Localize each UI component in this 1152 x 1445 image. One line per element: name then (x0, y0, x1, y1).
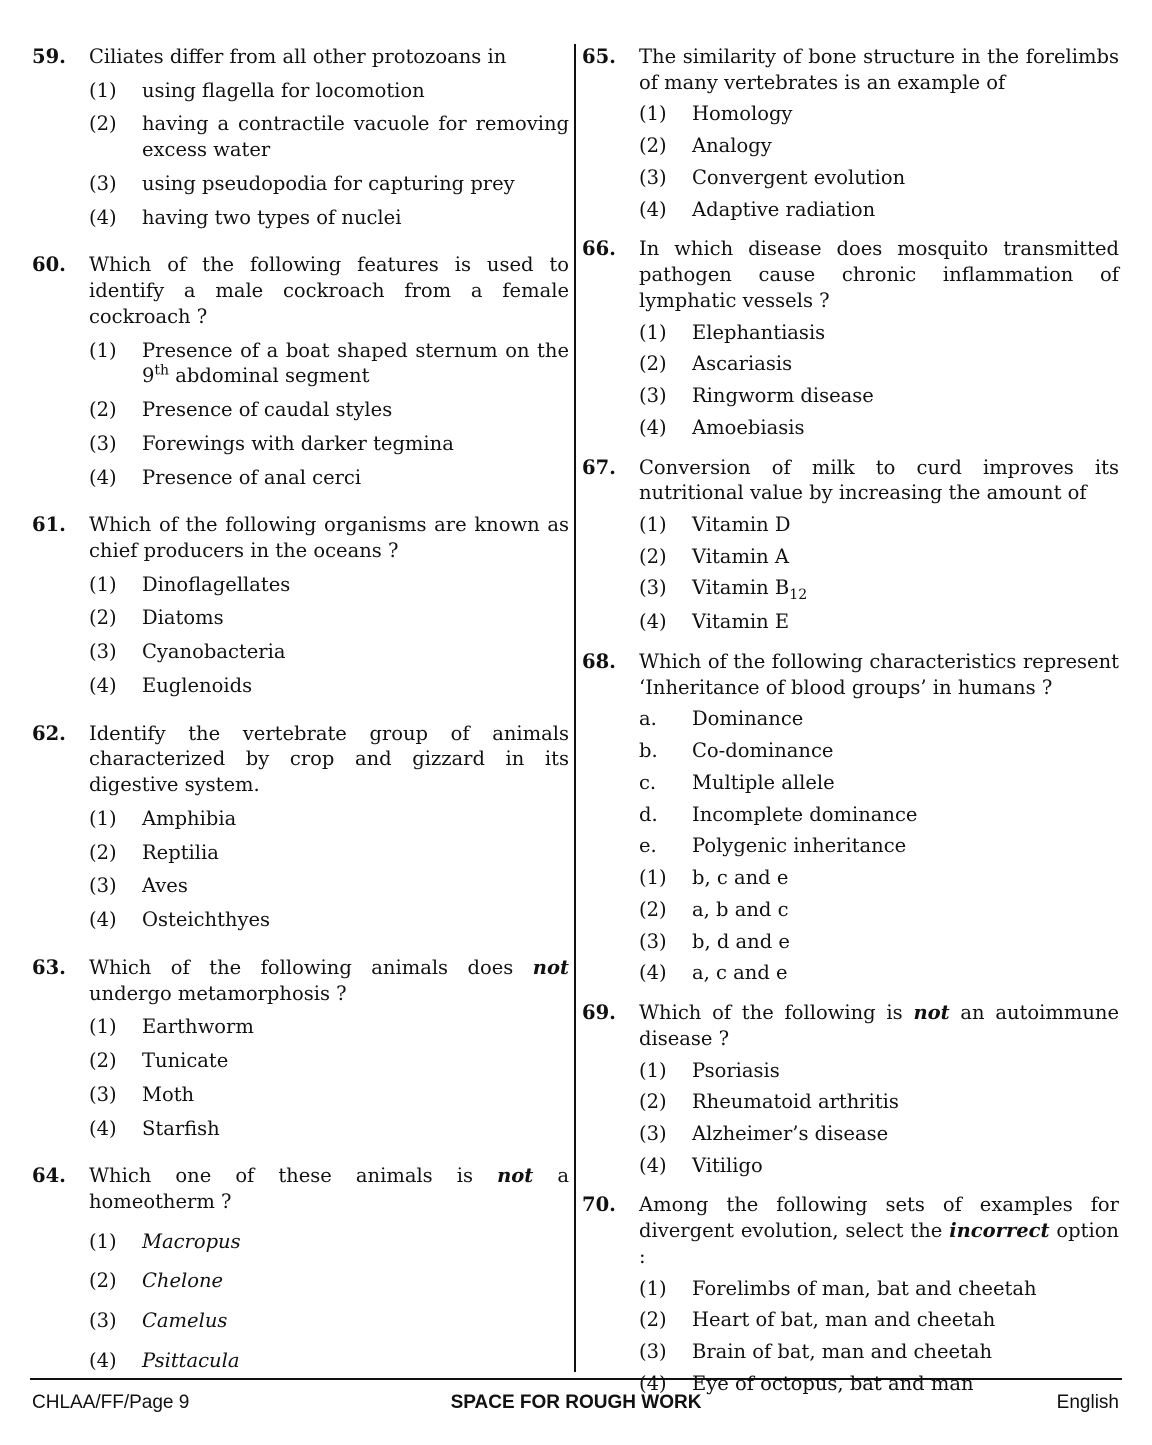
option-label: (4) (639, 961, 667, 985)
option-2 (639, 133, 1119, 159)
option-4 (639, 960, 1119, 986)
option-text: Ascariasis (692, 352, 793, 376)
question-70 (582, 1192, 1119, 1396)
option-text: Brain of bat, man and cheetah (692, 1340, 993, 1364)
option-3 (639, 929, 1119, 955)
question-64 (32, 1163, 569, 1373)
option-text: Alzheimer’s disease (692, 1121, 889, 1145)
option-1 (639, 865, 1119, 891)
question-text-part: a homeotherm ? (89, 1164, 570, 1213)
option-text: Forewings with darker tegmina (142, 431, 454, 455)
option-label: (4) (639, 610, 667, 634)
option-4 (639, 609, 1119, 635)
question-number: 62. (32, 721, 66, 745)
option-text: Vitamin A (692, 544, 790, 568)
option-text: Euglenoids (142, 673, 253, 697)
emphasis-word: incorrect (949, 1219, 1050, 1243)
question-text (639, 1192, 1119, 1269)
question-number: 61. (32, 513, 66, 537)
ordinal-superscript: th (154, 362, 170, 379)
option-text: Macropus (142, 1229, 241, 1253)
question-text: Which of the following organisms are known as chief producers in the oceans ? (89, 513, 569, 563)
option-2 (89, 1268, 569, 1294)
question-text-part: Which of the following animals does (89, 955, 533, 979)
statement-d (639, 802, 1119, 828)
statement-text: Polygenic inheritance (692, 834, 907, 858)
option-4 (89, 673, 569, 699)
option-2 (639, 1089, 1119, 1115)
option-text: Presence of caudal styles (142, 398, 393, 422)
option-text: having a contractile vacuole for removing excess water (142, 112, 569, 162)
option-text: Vitamin E (692, 610, 790, 634)
option-text: Reptilia (142, 840, 219, 864)
option-text-part: abdominal segment (169, 364, 370, 388)
option-label: (2) (89, 398, 117, 422)
option-label: (1) (89, 338, 117, 362)
question-61 (32, 512, 569, 698)
question-text: The similarity of bone structure in the forelimbs of many vertebrates is an example of (639, 45, 1119, 94)
option-2 (639, 351, 1119, 377)
option-label: (2) (89, 1049, 117, 1073)
option-text-part: Vitamin B (692, 576, 790, 600)
option-label: (4) (639, 197, 667, 221)
rough-work-label: SPACE FOR ROUGH WORK (450, 1392, 702, 1413)
option-label: (4) (89, 908, 117, 932)
option-text: Dinoflagellates (142, 572, 291, 596)
option-3 (639, 1339, 1119, 1365)
question-number: 65. (582, 45, 616, 68)
option-text: Forelimbs of man, bat and cheetah (692, 1276, 1037, 1300)
statement-a (639, 706, 1119, 732)
question-65 (582, 44, 1119, 222)
question-67 (582, 455, 1119, 635)
option-text: b, d and e (692, 929, 790, 953)
option-label: (2) (639, 134, 667, 158)
option-label: (4) (89, 1348, 117, 1372)
option-text: Rheumatoid arthritis (692, 1090, 899, 1114)
option-label: (1) (89, 1015, 117, 1039)
option-text: Camelus (142, 1309, 228, 1333)
option-label: (2) (639, 1090, 667, 1114)
statement-label: a. (639, 707, 657, 731)
question-text-part: an autoimmune disease ? (639, 1001, 1119, 1050)
option-label: (4) (89, 1116, 117, 1140)
option-label: (3) (639, 165, 667, 189)
option-label: (1) (639, 1058, 667, 1082)
option-text: a, c and e (692, 961, 788, 985)
statement-label: c. (639, 770, 657, 794)
question-number: 70. (582, 1193, 616, 1217)
option-4 (89, 907, 569, 933)
question-text: Conversion of milk to curd improves its nutritional value by increasing the amount of (639, 455, 1119, 505)
question-number: 69. (582, 1001, 616, 1025)
question-text (639, 1000, 1119, 1051)
option-text: Starfish (142, 1116, 220, 1140)
option-1 (89, 806, 569, 832)
option-text: Osteichthyes (142, 908, 271, 932)
question-text: In which disease does mosquito transmitted pathogen cause chronic inflammation of lymphatic vessels ? (639, 237, 1119, 312)
option-label: (4) (639, 415, 667, 439)
option-3 (639, 383, 1119, 409)
option-text: Homology (692, 102, 793, 126)
question-text-part: Among the following sets of examples for divergent evolution, select the (639, 1193, 1119, 1243)
option-label: (1) (639, 320, 667, 344)
option-label: (2) (89, 840, 117, 864)
option-text: Amphibia (142, 806, 237, 830)
option-label: (3) (639, 384, 667, 408)
option-label: (1) (89, 806, 117, 830)
option-text (142, 338, 569, 389)
statement-e (639, 833, 1119, 859)
option-2 (89, 840, 569, 866)
option-text: Moth (142, 1082, 195, 1106)
option-text: Aves (142, 874, 188, 898)
option-1 (89, 338, 569, 389)
option-label: (3) (89, 171, 117, 195)
page-code: CHLAA/FF/Page 9 (32, 1392, 190, 1413)
option-4 (639, 1153, 1119, 1179)
option-label: (2) (89, 1269, 117, 1293)
option-1 (89, 1014, 569, 1040)
option-2 (89, 111, 569, 162)
option-text: Tunicate (142, 1049, 229, 1073)
question-text: Identify the vertebrate group of animals characterized by crop and gizzard in its digestive system. (89, 721, 569, 797)
option-label: (2) (639, 1308, 667, 1332)
emphasis-word: not (913, 1001, 950, 1025)
option-text: Elephantiasis (692, 320, 826, 344)
question-number: 59. (32, 45, 66, 68)
option-3 (89, 431, 569, 457)
statement-label: d. (639, 802, 658, 826)
option-3 (639, 165, 1119, 191)
option-2 (89, 1048, 569, 1074)
option-text: using flagella for locomotion (142, 78, 425, 102)
option-label: (4) (89, 205, 117, 229)
option-text: Convergent evolution (692, 165, 906, 189)
statement-text: Incomplete dominance (692, 802, 918, 826)
question-number: 66. (582, 237, 616, 261)
option-label: (4) (639, 1371, 667, 1395)
question-text: Which of the following features is used to identify a male cockroach from a female cockroach ? (89, 253, 569, 328)
footer-rule (30, 1378, 1122, 1380)
language-label: English (1056, 1392, 1119, 1413)
option-text: Heart of bat, man and cheetah (692, 1308, 996, 1332)
option-label: (1) (639, 102, 667, 126)
option-2 (89, 397, 569, 423)
option-4 (89, 205, 569, 231)
question-59 (32, 44, 569, 230)
option-label: (3) (89, 1082, 117, 1106)
option-text: Chelone (142, 1269, 224, 1293)
question-69 (582, 1000, 1119, 1178)
option-label: (4) (89, 465, 117, 489)
question-number: 68. (582, 649, 616, 673)
option-text (692, 575, 1119, 604)
question-68 (582, 649, 1119, 986)
option-text: Adaptive radiation (692, 197, 876, 221)
statement-b (639, 738, 1119, 764)
option-text: a, b and c (692, 897, 789, 921)
option-label: (3) (89, 431, 117, 455)
question-text (89, 1163, 569, 1214)
option-text: Diatoms (142, 606, 224, 630)
question-number: 67. (582, 455, 616, 479)
option-4 (89, 1116, 569, 1142)
statement-text: Multiple allele (692, 770, 835, 794)
option-text: Vitiligo (692, 1153, 763, 1177)
emphasis-word: not (532, 955, 569, 979)
option-text: Amoebiasis (692, 415, 805, 439)
option-label: (2) (89, 112, 117, 136)
option-label: (4) (639, 1153, 667, 1177)
option-3 (89, 1308, 569, 1334)
option-text: Earthworm (142, 1015, 254, 1039)
option-3 (89, 171, 569, 197)
option-label: (1) (89, 572, 117, 596)
option-2 (639, 1307, 1119, 1333)
option-text: Analogy (692, 134, 772, 158)
option-label: (3) (639, 576, 667, 600)
option-4 (639, 197, 1119, 223)
option-label: (3) (89, 874, 117, 898)
option-label: (1) (639, 1276, 667, 1300)
question-66 (582, 236, 1119, 440)
option-label: (1) (89, 1229, 117, 1253)
option-3 (89, 873, 569, 899)
question-number: 63. (32, 955, 66, 979)
option-label: (1) (639, 866, 667, 890)
statement-text: Dominance (692, 707, 804, 731)
option-3 (89, 639, 569, 665)
option-1 (89, 572, 569, 598)
option-1 (639, 1276, 1119, 1302)
option-text: using pseudopodia for capturing prey (142, 171, 515, 195)
option-label: (3) (639, 1340, 667, 1364)
option-2 (639, 544, 1119, 570)
statement-text: Co-dominance (692, 739, 834, 763)
vitamin-subscript: 12 (789, 587, 808, 604)
question-text-part: Which one of these animals is (89, 1164, 498, 1188)
question-63 (32, 955, 569, 1141)
column-divider (574, 44, 576, 1372)
question-text-part: Which of the following is (639, 1001, 914, 1025)
option-text: Cyanobacteria (142, 640, 286, 664)
option-text-part: Presence of a boat shaped sternum on the 9 (142, 338, 569, 388)
question-text (89, 955, 569, 1006)
option-label: (2) (639, 352, 667, 376)
option-4 (639, 415, 1119, 441)
option-label: (2) (89, 606, 117, 630)
option-text: having two types of nuclei (142, 205, 402, 229)
question-number: 60. (32, 253, 66, 277)
question-text-part: undergo metamorphosis ? (89, 981, 347, 1005)
option-1 (639, 320, 1119, 346)
option-label: (3) (639, 929, 667, 953)
option-1 (89, 1229, 569, 1255)
question-number: 64. (32, 1164, 66, 1188)
option-2 (639, 897, 1119, 923)
option-3 (89, 1082, 569, 1108)
question-text: Ciliates differ from all other protozoans in (89, 45, 507, 68)
option-4 (89, 1348, 569, 1374)
option-label: (1) (89, 78, 117, 102)
option-label: (2) (639, 544, 667, 568)
option-text: Vitamin D (692, 513, 791, 537)
statement-label: e. (639, 834, 657, 858)
option-label: (4) (89, 673, 117, 697)
question-text: Which of the following characteristics represent ‘Inheritance of blood groups’ in humans ? (639, 649, 1119, 699)
option-1 (89, 78, 569, 104)
question-text-part: option : (639, 1219, 1119, 1268)
option-text: Eye of octopus, bat and man (692, 1371, 974, 1395)
option-text: b, c and e (692, 866, 789, 890)
option-text: Ringworm disease (692, 384, 874, 408)
option-text: Psittacula (142, 1348, 240, 1372)
question-60 (32, 252, 569, 490)
right-column (582, 44, 1119, 1397)
option-label: (3) (89, 1309, 117, 1333)
statement-label: b. (639, 739, 658, 763)
option-4 (89, 465, 569, 491)
option-label: (1) (639, 513, 667, 537)
statement-c (639, 770, 1119, 796)
option-3 (639, 1121, 1119, 1147)
option-1 (639, 512, 1119, 538)
option-label: (2) (639, 897, 667, 921)
option-3 (639, 575, 1119, 604)
option-1 (639, 1058, 1119, 1084)
option-2 (89, 605, 569, 631)
question-62 (32, 721, 569, 933)
option-label: (3) (89, 640, 117, 664)
option-text: Presence of anal cerci (142, 465, 362, 489)
option-label: (3) (639, 1121, 667, 1145)
option-text: Psoriasis (692, 1058, 780, 1082)
emphasis-word: not (497, 1164, 534, 1188)
option-1 (639, 101, 1119, 127)
left-column (32, 44, 569, 1374)
